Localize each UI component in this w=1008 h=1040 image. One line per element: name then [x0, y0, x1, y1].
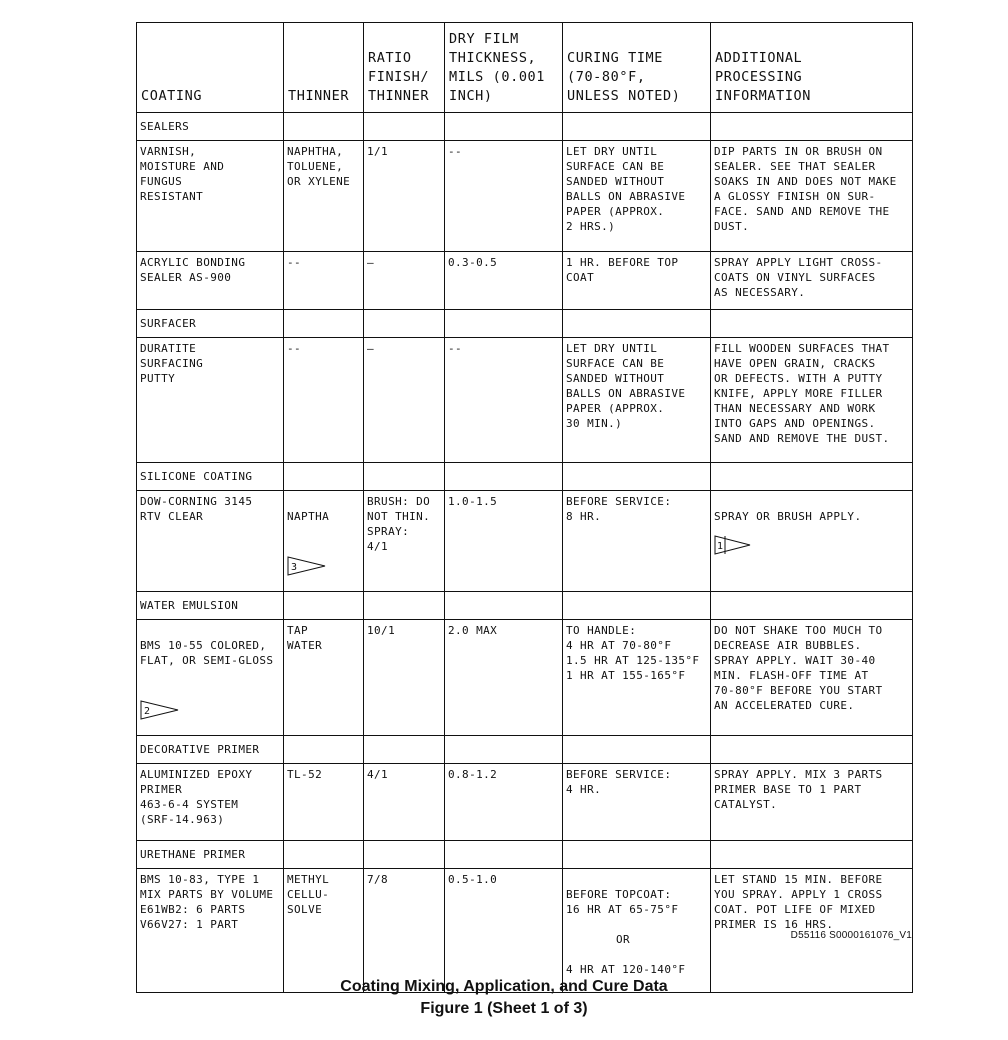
- section-label-water: WATER EMULSION: [137, 592, 284, 620]
- header-thinner: THINNER: [284, 23, 364, 113]
- thinner-cell: --: [284, 252, 364, 310]
- curing-text-1: BEFORE TOPCOAT: 16 HR AT 65-75°F: [566, 888, 679, 916]
- ratio-cell: 10/1: [364, 620, 445, 736]
- thinner-cell: TL-52: [284, 764, 364, 841]
- section-row: [137, 463, 913, 491]
- section-row: [137, 113, 913, 141]
- svg-text:1: 1: [717, 541, 724, 552]
- curing-cell: BEFORE SERVICE: 8 HR.: [563, 491, 711, 592]
- curing-cell: 1 HR. BEFORE TOP COAT: [563, 252, 711, 310]
- ratio-cell: 7/8: [364, 869, 445, 993]
- section-label-sealers: SEALERS: [137, 113, 284, 141]
- thinner-cell: [284, 491, 364, 592]
- additional-cell: DO NOT SHAKE TOO MUCH TO DECREASE AIR BUBBLES. SPRAY APPLY. WAIT 30-40 MIN. FLASH-OFF TIME AT 70-80°F BEFORE YOU START AN ACCELERATED CURE.: [711, 620, 913, 736]
- additional-cell: SPRAY APPLY LIGHT CROSS- COATS ON VINYL SURFACES AS NECESSARY.: [711, 252, 913, 310]
- header-coating: COATING: [137, 23, 284, 113]
- svg-text:2: 2: [144, 706, 151, 717]
- additional-cell: [711, 491, 913, 592]
- thinner-cell: TAP WATER: [284, 620, 364, 736]
- note-flag-icon: [140, 685, 180, 735]
- curing-cell: TO HANDLE: 4 HR AT 70-80°F 1.5 HR AT 125-135°F 1 HR AT 155-165°F: [563, 620, 711, 736]
- ratio-cell: 4/1: [364, 764, 445, 841]
- section-row: [137, 736, 913, 764]
- section-row: [137, 841, 913, 869]
- figure-reference-id: D55116 S0000161076_V1: [790, 930, 912, 941]
- additional-cell: DIP PARTS IN OR BRUSH ON SEALER. SEE THAT SEALER SOAKS IN AND DOES NOT MAKE A GLOSSY FINISH ON SUR- FACE. SAND AND REMOVE THE DUST.: [711, 141, 913, 252]
- thickness-cell: 2.0 MAX: [445, 620, 563, 736]
- ratio-cell: BRUSH: DO NOT THIN. SPRAY: 4/1: [364, 491, 445, 592]
- section-row: [137, 592, 913, 620]
- additional-cell: SPRAY APPLY. MIX 3 PARTS PRIMER BASE TO 1 PART CATALYST.: [711, 764, 913, 841]
- thinner-cell: --: [284, 338, 364, 463]
- coating-cell: DOW-CORNING 3145 RTV CLEAR: [137, 491, 284, 592]
- header-row: [137, 23, 913, 113]
- ratio-cell: 1/1: [364, 141, 445, 252]
- section-label-surfacer: SURFACER: [137, 310, 284, 338]
- curing-text-or: OR: [616, 933, 631, 946]
- thickness-cell: 1.0-1.5: [445, 491, 563, 592]
- coating-cell: VARNISH, MOISTURE AND FUNGUS RESISTANT: [137, 141, 284, 252]
- svg-text:3: 3: [291, 562, 298, 573]
- table-row: [137, 491, 913, 592]
- section-row: [137, 310, 913, 338]
- note-flag-icon: [714, 520, 752, 570]
- table-row: [137, 141, 913, 252]
- section-label-silicone: SILICONE COATING: [137, 463, 284, 491]
- thickness-cell: 0.3-0.5: [445, 252, 563, 310]
- header-thickness: DRY FILM THICKNESS, MILS (0.001 INCH): [445, 23, 563, 113]
- table-row: [137, 620, 913, 736]
- thickness-cell: --: [445, 338, 563, 463]
- section-label-decorative: DECORATIVE PRIMER: [137, 736, 284, 764]
- coating-text: BMS 10-55 COLORED, FLAT, OR SEMI-GLOSS: [140, 639, 274, 667]
- additional-text: SPRAY OR BRUSH APPLY.: [714, 510, 862, 523]
- thickness-cell: 0.8-1.2: [445, 764, 563, 841]
- thinner-cell: NAPHTHA, TOLUENE, OR XYLENE: [284, 141, 364, 252]
- coating-cell: ALUMINIZED EPOXY PRIMER 463-6-4 SYSTEM (SRF-14.963): [137, 764, 284, 841]
- table-row: [137, 338, 913, 463]
- header-ratio: RATIO FINISH/ THINNER: [364, 23, 445, 113]
- figure-title: Coating Mixing, Application, and Cure Data: [340, 978, 668, 995]
- curing-cell: LET DRY UNTIL SURFACE CAN BE SANDED WITHOUT BALLS ON ABRASIVE PAPER (APPROX. 2 HRS.): [563, 141, 711, 252]
- coating-cell: ACRYLIC BONDING SEALER AS-900: [137, 252, 284, 310]
- header-curing: CURING TIME (70-80°F, UNLESS NOTED): [563, 23, 711, 113]
- curing-text-2: 4 HR AT 120-140°F: [566, 963, 686, 976]
- additional-cell: LET STAND 15 MIN. BEFORE YOU SPRAY. APPLY 1 CROSS COAT. POT LIFE OF MIXED PRIMER IS 16 HRS.: [711, 869, 913, 993]
- thickness-cell: --: [445, 141, 563, 252]
- table-row: [137, 252, 913, 310]
- note-flag-icon: [287, 541, 327, 591]
- ratio-cell: —: [364, 338, 445, 463]
- curing-cell: LET DRY UNTIL SURFACE CAN BE SANDED WITHOUT BALLS ON ABRASIVE PAPER (APPROX. 30 MIN.): [563, 338, 711, 463]
- coating-cell: BMS 10-83, TYPE 1 MIX PARTS BY VOLUME E61WB2: 6 PARTS V66V27: 1 PART: [137, 869, 284, 993]
- additional-cell: FILL WOODEN SURFACES THAT HAVE OPEN GRAIN, CRACKS OR DEFECTS. WITH A PUTTY KNIFE, APPLY MORE FILLER THAN NECESSARY AND WORK INTO GAPS AND OPENINGS. SAND AND REMOVE THE DUST.: [711, 338, 913, 463]
- section-label-urethane: URETHANE PRIMER: [137, 841, 284, 869]
- coating-cell: [137, 620, 284, 736]
- thinner-cell: METHYL CELLU- SOLVE: [284, 869, 364, 993]
- figure-number: Figure 1 (Sheet 1 of 3): [420, 1000, 588, 1017]
- thinner-text: NAPTHA: [287, 510, 330, 523]
- curing-cell: BEFORE SERVICE: 4 HR.: [563, 764, 711, 841]
- table-row: [137, 764, 913, 841]
- header-additional: ADDITIONAL PROCESSING INFORMATION: [711, 23, 913, 113]
- coating-cell: DURATITE SURFACING PUTTY: [137, 338, 284, 463]
- coating-data-table: [136, 22, 913, 993]
- thickness-cell: 0.5-1.0: [445, 869, 563, 993]
- ratio-cell: —: [364, 252, 445, 310]
- curing-cell: [563, 869, 711, 993]
